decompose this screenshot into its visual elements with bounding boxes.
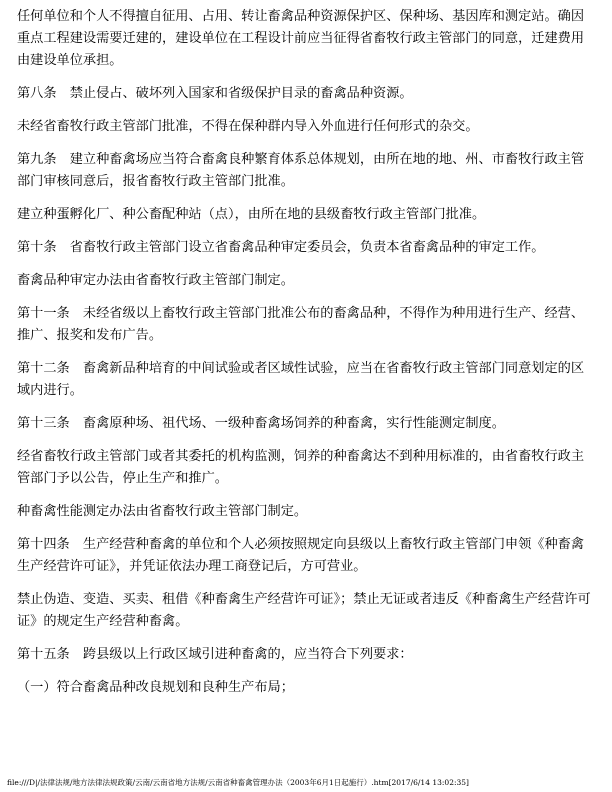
article-12: 第十二条 畜禽新品种培育的中间试验或者区域性试验，应当在省畜牧行政主管部门同意划定的区域内进行。: [17, 361, 585, 398]
list-item: （一）符合畜禽品种改良规划和良种生产布局；: [17, 680, 294, 695]
paragraph: 任何单位和个人不得擅自征用、占用、转让畜禽品种资源保护区、保种场、基因库和测定站。确因重点工程建设需要迁建的，建设单位在工程设计前应当征得省畜牧行政主管部门的同意，迁建费用由建设单位承担。: [17, 9, 585, 68]
article-15: 第十五条 跨县级以上行政区域引进种畜禽的，应当符合下列要求：: [17, 647, 413, 662]
article-14: 第十四条 生产经营种畜禽的单位和个人必须按照规定向县级以上畜牧行政主管部门申领《种畜禽生产经营许可证》，并凭证依法办理工商登记后，方可营业。: [17, 537, 585, 574]
paragraph: 经省畜牧行政主管部门或者其委托的机构监测，饲养的种畜禽达不到种用标准的，由省畜牧行政主管部门予以公告，停止生产和推广。: [17, 449, 585, 486]
paragraph: 种畜禽性能测定办法由省畜牧行政主管部门制定。: [17, 504, 308, 519]
article-9: 第九条 建立种畜禽场应当符合畜禽良种繁育体系总体规划，由所在地的地、州、市畜牧行政主管部门审核同意后，报省畜牧行政主管部门批准。: [17, 152, 585, 189]
article-8: 第八条 禁止侵占、破坏列入国家和省级保护目录的畜禽品种资源。: [17, 86, 413, 101]
file-path-footer: file:///D|/法律法规/地方法律法规政策/云南/云南省地方法规/云南省种畜禽管理办法（2003年6月1日起施行）.htm[2017/6/14 13:02:35]: [7, 778, 469, 787]
article-11: 第十一条 未经省级以上畜牧行政主管部门批准公布的畜禽品种，不得作为种用进行生产、经营、推广、报奖和发布广告。: [17, 306, 585, 343]
article-10: 第十条 省畜牧行政主管部门设立省畜禽品种审定委员会，负责本省畜禽品种的审定工作。: [17, 240, 545, 255]
paragraph: 禁止伪造、变造、买卖、租借《种畜禽生产经营许可证》；禁止无证或者违反《种畜禽生产经营许可证》的规定生产经营种畜禽。: [17, 592, 591, 629]
paragraph: 建立种蛋孵化厂、种公畜配种站（点），由所在地的县级畜牧行政主管部门批准。: [17, 207, 486, 222]
document-body: [17, 6, 597, 710]
article-13: 第十三条 畜禽原种场、祖代场、一级种畜禽场饲养的种畜禽，实行性能测定制度。: [17, 416, 505, 431]
paragraph: 未经省畜牧行政主管部门批准，不得在保种群内导入外血进行任何形式的杂交。: [17, 119, 479, 134]
paragraph: 畜禽品种审定办法由省畜牧行政主管部门制定。: [17, 273, 294, 288]
